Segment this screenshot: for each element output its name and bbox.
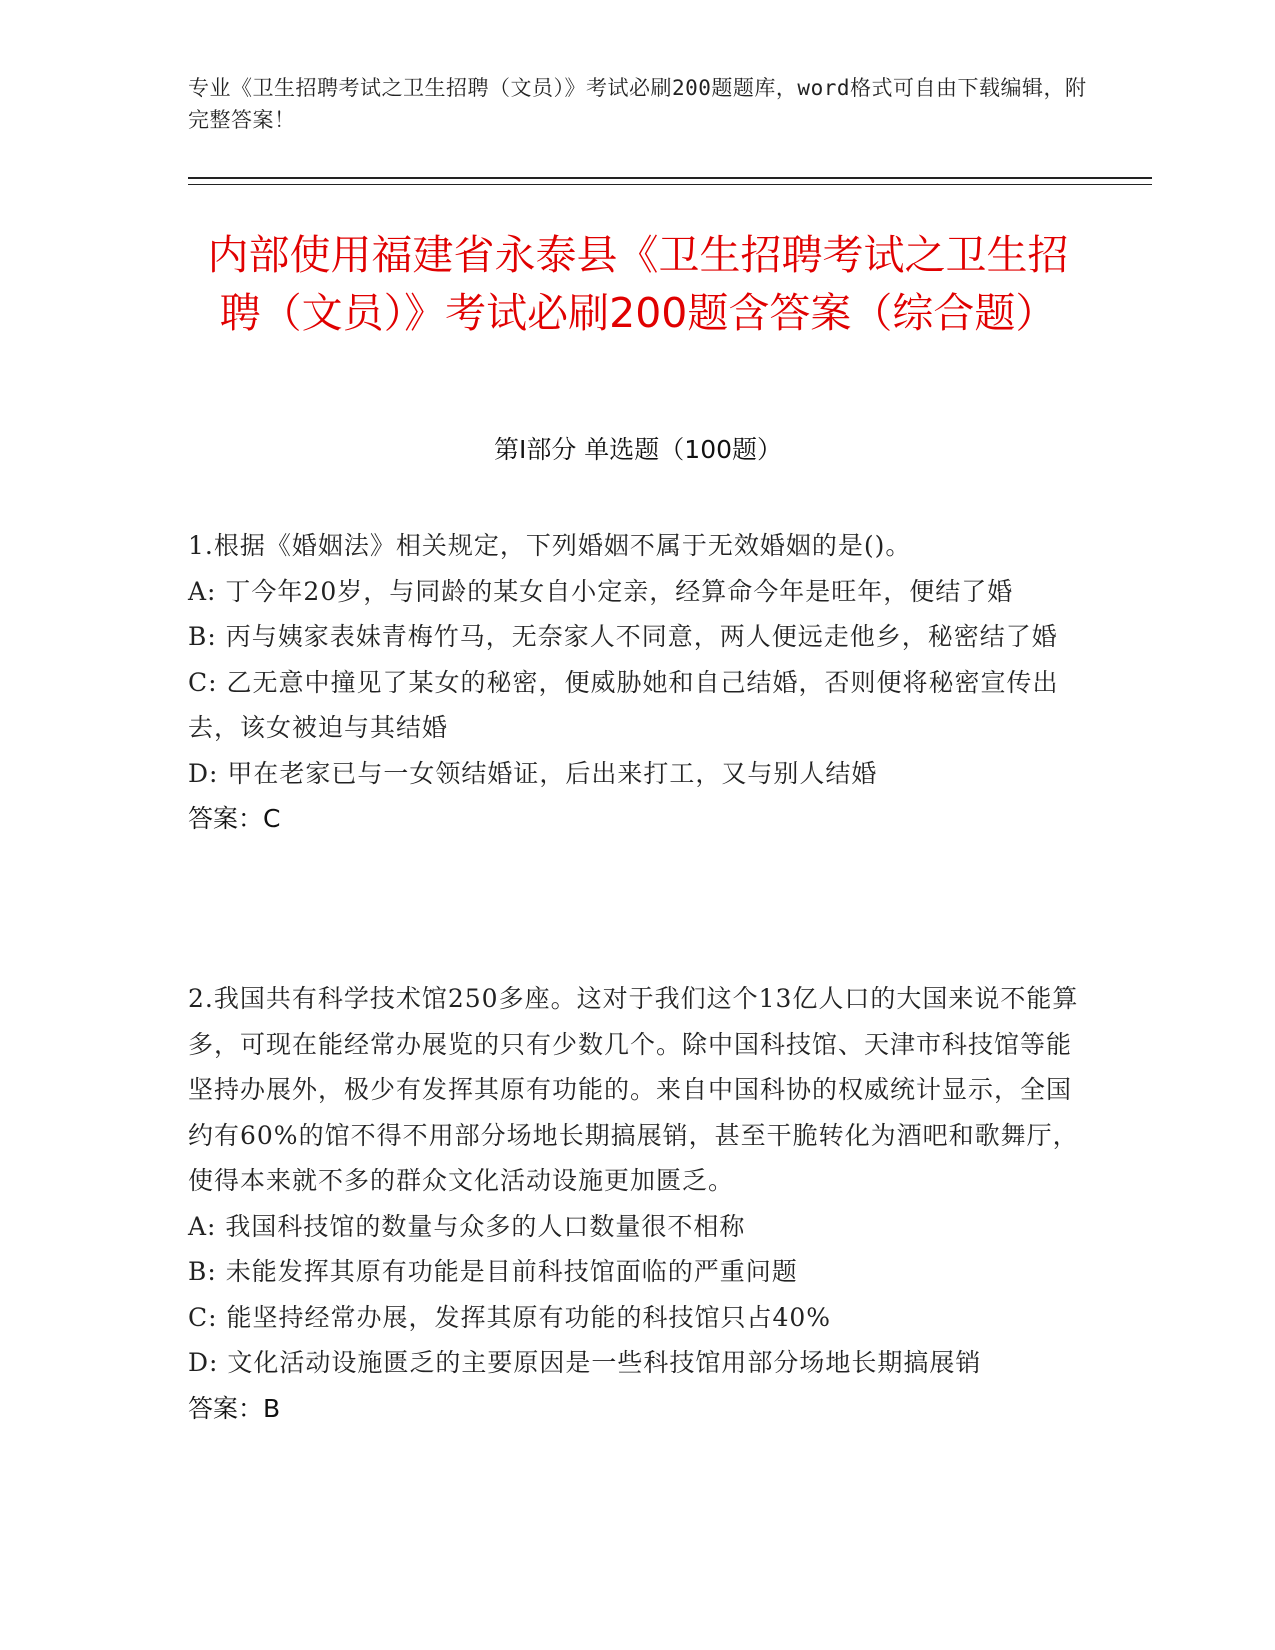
question-2 [188,976,1088,1431]
document-title: 内部使用福建省永泰县《卫生招聘考试之卫生招聘（文员）》考试必刷200题含答案（综合题） [207,231,1069,337]
question-stem: 1.根据《婚姻法》相关规定，下列婚姻不属于无效婚姻的是()。 [188,531,912,560]
option-b: B: 丙与姨家表妹青梅竹马，无奈家人不同意，两人便远走他乡，秘密结了婚 [188,622,1058,651]
question-stem: 2.我国共有科学技术馆250多座。这对于我们这个13亿人口的大国来说不能算多，可现在能经常办展览的只有少数几个。除中国科技馆、天津市科技馆等能坚持办展外，极少有发挥其原有功能的。来自中国科协的权威统计显示，全国约有60%的馆不得不用部分场地长期搞展销，甚至干脆转化为酒吧和歌舞厅，使得本来就不多的群众文化活动设施更加匮乏。 [188,984,1079,1195]
answer: 答案：C [188,804,281,833]
section-heading: 第I部分 单选题（100题） [493,435,783,464]
question-1 [188,523,1088,842]
option-a: A: 我国科技馆的数量与众多的人口数量很不相称 [188,1211,746,1241]
option-a: A: 丁今年20岁，与同龄的某女自小定亲，经算命今年是旺年，便结了婚 [188,576,1014,606]
option-c: C: 能坚持经常办展，发挥其原有功能的科技馆只占40% [188,1302,832,1332]
header-note: 专业《卫生招聘考试之卫生招聘（文员）》考试必刷200题题库，word格式可自由下载编辑，附完整答案！ [188,76,1087,132]
option-d: D: 文化活动设施匮乏的主要原因是一些科技馆用部分场地长期搞展销 [188,1348,982,1377]
header-divider-thin [188,184,1152,185]
option-d: D: 甲在老家已与一女领结婚证，后出来打工，又与别人结婚 [188,758,878,788]
option-b: B: 未能发挥其原有功能是目前科技馆面临的严重问题 [188,1257,798,1286]
option-c: C: 乙无意中撞见了某女的秘密，便威胁她和自己结婚，否则便将秘密宣传出去，该女被迫与其结婚 [188,667,1059,742]
answer: 答案：B [188,1393,281,1423]
header-divider-thick [188,177,1152,179]
